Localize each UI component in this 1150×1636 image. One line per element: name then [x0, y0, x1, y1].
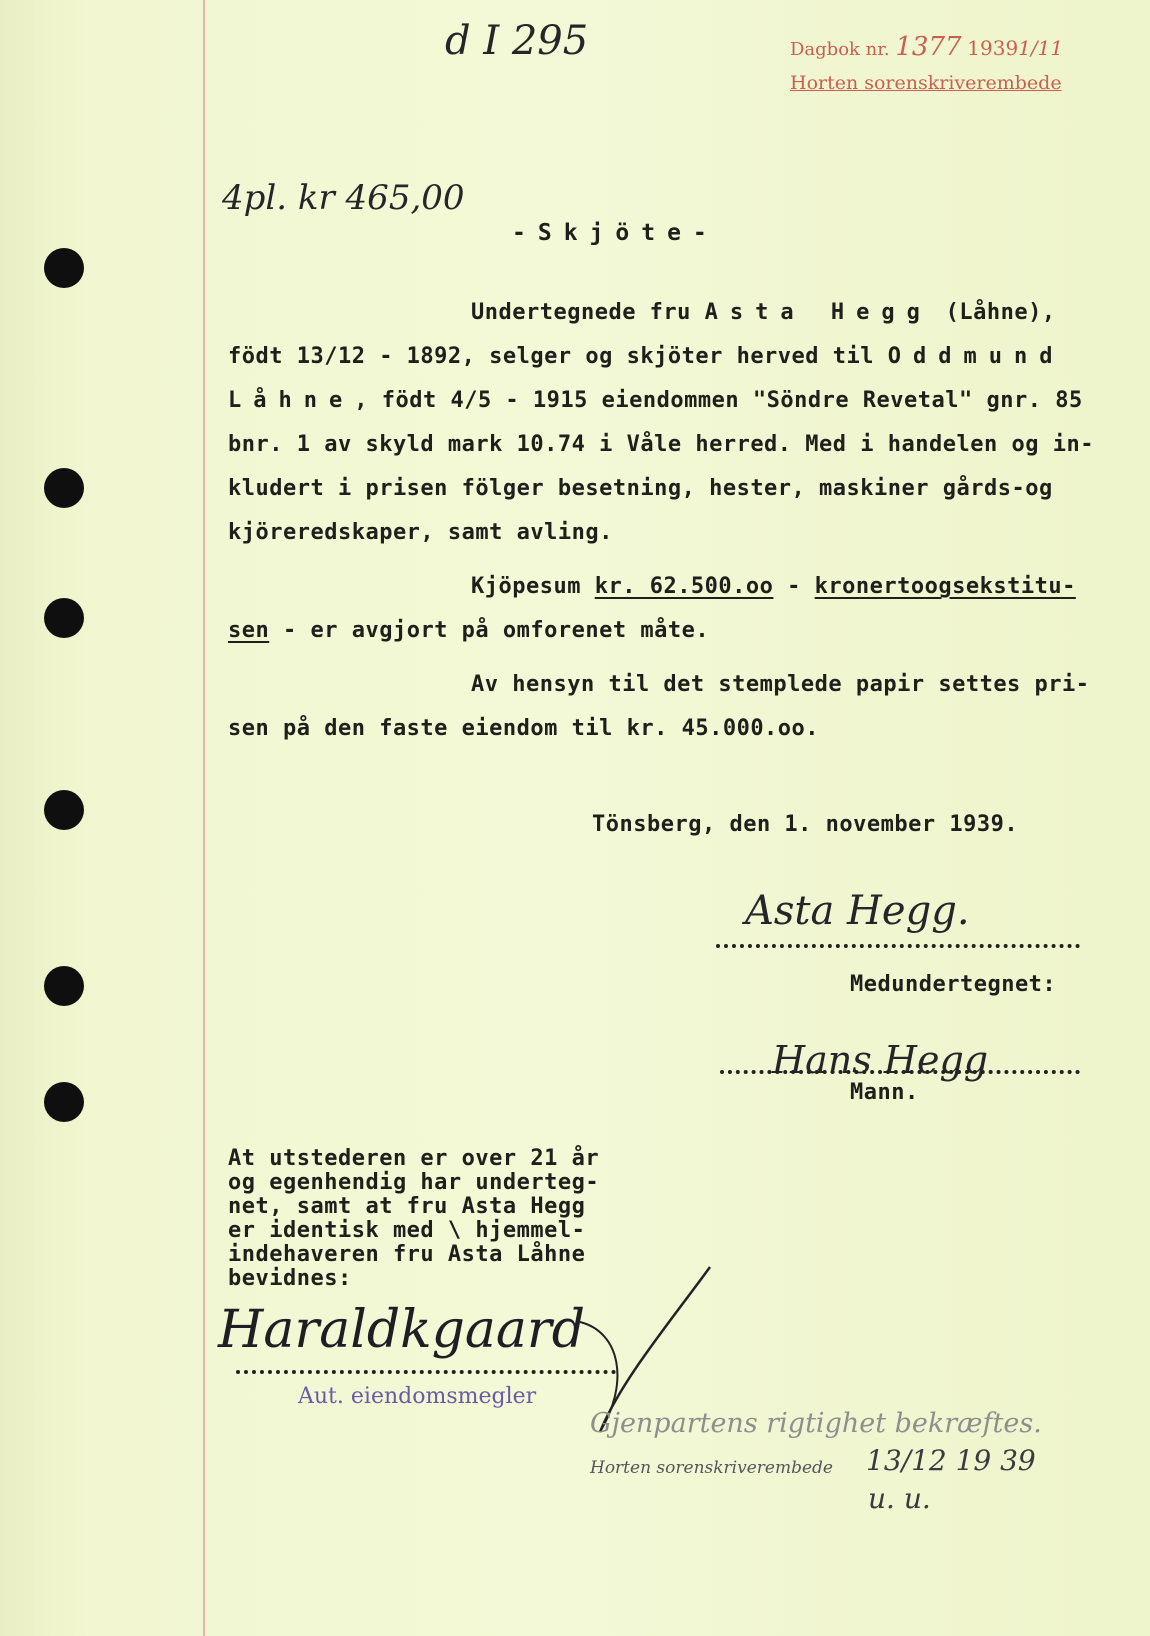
- punch-hole: [44, 966, 84, 1006]
- handwritten-reference: d I 295: [445, 18, 589, 64]
- amount-in-words: kronertoogsekstitu-: [814, 574, 1076, 599]
- attestation-line: At utstederen er over 21 år: [228, 1146, 600, 1171]
- signature-line: [716, 944, 1080, 948]
- text-fragment: , födt 4/5 - 1915 eiendommen "Söndre Revetal" gnr. 85: [354, 388, 1083, 413]
- body-line: [228, 388, 1083, 413]
- certification-date: 13/12 19 39: [866, 1444, 1036, 1477]
- body-line: sen på den faste eiendom til kr. 45.000.oo.: [228, 716, 820, 741]
- stamp-year: 1939: [967, 36, 1019, 60]
- name-spaced: Låhne: [228, 388, 355, 413]
- stamp-number: 1377: [895, 32, 962, 62]
- body-line: [471, 300, 1056, 325]
- signature-hans-hegg: Hans Hegg: [772, 1038, 989, 1082]
- body-line: [228, 618, 709, 643]
- text-fragment: födt 13/12 - 1892, selger og skjöter herved til: [228, 344, 888, 369]
- certification-office: Horten sorenskriverembede: [590, 1458, 833, 1478]
- body-line: kjöreredskaper, samt avling.: [228, 520, 613, 545]
- body-line: [471, 574, 1076, 599]
- punch-hole: [44, 248, 84, 288]
- punch-hole: [44, 1082, 84, 1122]
- text-fragment: (Låhne),: [931, 300, 1056, 325]
- attestation-line: og egenhendig har underteg-: [228, 1170, 600, 1195]
- co-signed-label: Medundertegnet:: [850, 972, 1057, 997]
- stamp-date: 1/11: [1018, 36, 1064, 60]
- attestation-line: bevidnes:: [228, 1266, 352, 1291]
- margin-line: [203, 0, 205, 1636]
- punch-hole: [44, 790, 84, 830]
- text-fragment: -: [773, 574, 815, 599]
- body-line: bnr. 1 av skyld mark 10.74 i Våle herred. Med i handelen og in-: [228, 432, 1094, 457]
- certification-initials: u. u.: [868, 1482, 931, 1515]
- text-fragment: Kjöpesum: [471, 574, 595, 599]
- journal-stamp: [790, 32, 1063, 62]
- punch-hole: [44, 468, 84, 508]
- signer-role: Mann.: [850, 1080, 919, 1105]
- attestation-line: net, samt at fru Asta Hegg: [228, 1194, 586, 1219]
- signature-asta-hegg: Asta Hegg.: [745, 888, 970, 934]
- stamp-office: Horten sorenskriverembede: [790, 72, 1062, 94]
- document-title: -Skjöte-: [512, 220, 719, 246]
- text-fragment: Undertegnede fru: [471, 300, 705, 325]
- certification-text: Gjenpartens rigtighet bekræftes.: [590, 1408, 1042, 1439]
- body-line: kludert i prisen fölger besetning, hester, maskiner gårds-og: [228, 476, 1053, 501]
- purchase-amount: kr. 62.500.oo: [594, 574, 774, 599]
- name-spaced: Oddmund: [887, 344, 1065, 369]
- name-spaced: Asta Hegg: [704, 300, 932, 325]
- attestation-line: indehaveren fru Asta Låhne: [228, 1242, 586, 1267]
- signature-line: [720, 1070, 1080, 1074]
- attestation-line: er identisk med \ hjemmel-: [228, 1218, 586, 1243]
- signature-harald-kgaard: Haraldkgaard: [218, 1300, 586, 1360]
- signature-line: [236, 1370, 616, 1374]
- punch-hole: [44, 598, 84, 638]
- body-line: [228, 344, 1064, 369]
- broker-title-stamp: Aut. eiendomsmegler: [298, 1384, 537, 1409]
- text-fragment: - er avgjort på omforenet måte.: [269, 618, 710, 643]
- stamp-label: Dagbok nr.: [790, 39, 890, 60]
- body-line: Av hensyn til det stemplede papir settes pri-: [471, 672, 1090, 697]
- place-date: Tönsberg, den 1. november 1939.: [592, 812, 1019, 837]
- fee-note: 4pl. kr 465,00: [222, 178, 465, 218]
- amount-in-words: sen: [228, 618, 270, 643]
